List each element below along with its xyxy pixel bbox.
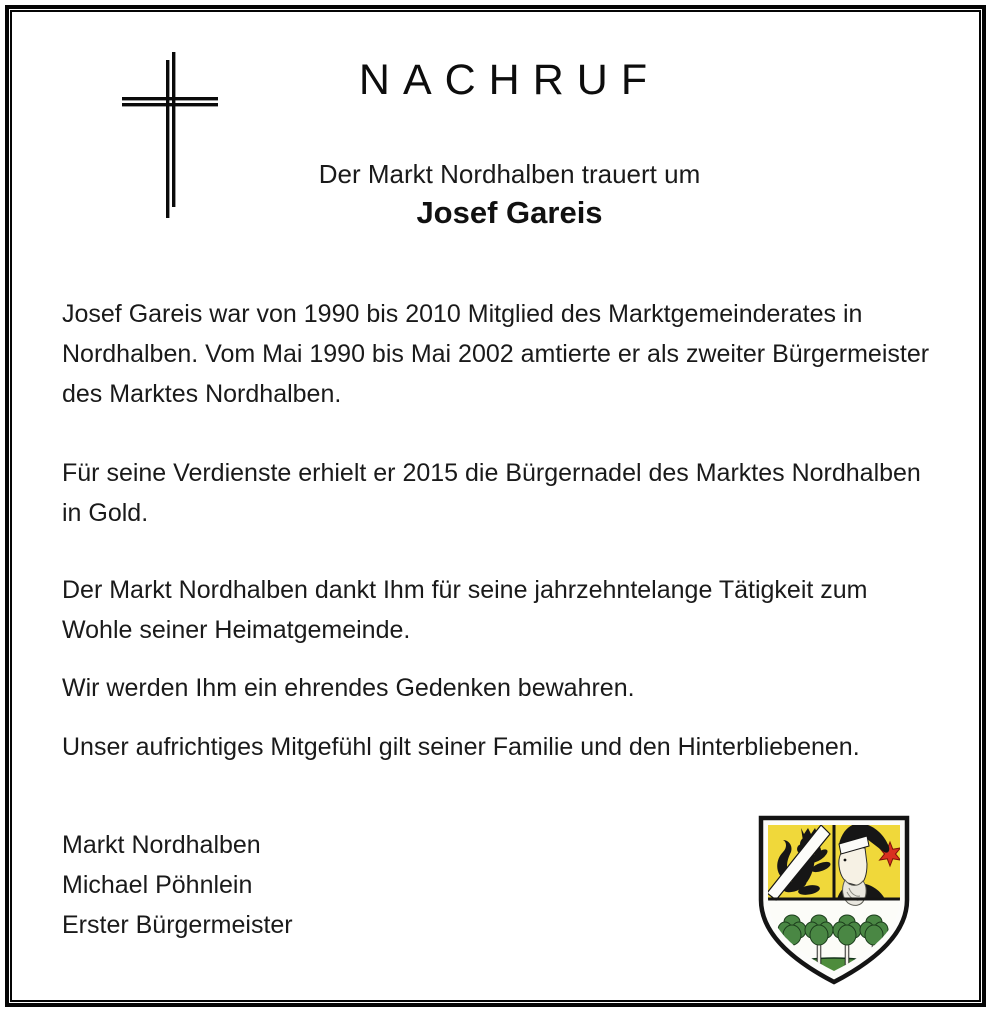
paragraph-thanks (62, 570, 971, 650)
coat-of-arms-nordhalben (757, 814, 911, 987)
paragraph-line: Nordhalben. Vom Mai 1990 bis Mai 2002 amtierte er als zweiter Bürgermeister (62, 340, 930, 368)
paragraph-remembrance (62, 668, 971, 708)
paragraph-line: Wohle seiner Heimatgemeinde. (62, 616, 411, 644)
paragraph-condolence (62, 727, 971, 767)
signature-municipality: Markt Nordhalben (62, 831, 261, 859)
page-title: NACHRUF (358, 56, 661, 104)
paragraph-line: Josef Gareis war von 1990 bis 2010 Mitglied des Marktgemeinderates in (62, 300, 863, 328)
paragraph-line: in Gold. (62, 499, 149, 527)
signature-person: Michael Pöhnlein (62, 871, 253, 899)
signature-role: Erster Bürgermeister (62, 911, 293, 939)
paragraph-line: des Marktes Nordhalben. (62, 380, 342, 408)
deceased-name: Josef Gareis (416, 195, 603, 230)
paragraph-line: Für seine Verdienste erhielt er 2015 die Bürgernadel des Marktes Nordhalben (62, 459, 921, 487)
paragraph-line: Wir werden Ihm ein ehrendes Gedenken bewahren. (62, 674, 635, 702)
paragraph-service (62, 294, 971, 414)
paragraph-line: Der Markt Nordhalben dankt Ihm für seine jahrzehntelange Tätigkeit zum (62, 576, 868, 604)
intro-line: Der Markt Nordhalben trauert um (318, 159, 701, 189)
signature-block (62, 825, 293, 945)
paragraph-line: Unser aufrichtiges Mitgefühl gilt seiner Familie und den Hinterbliebenen. (62, 733, 860, 761)
paragraph-honor (62, 453, 971, 533)
